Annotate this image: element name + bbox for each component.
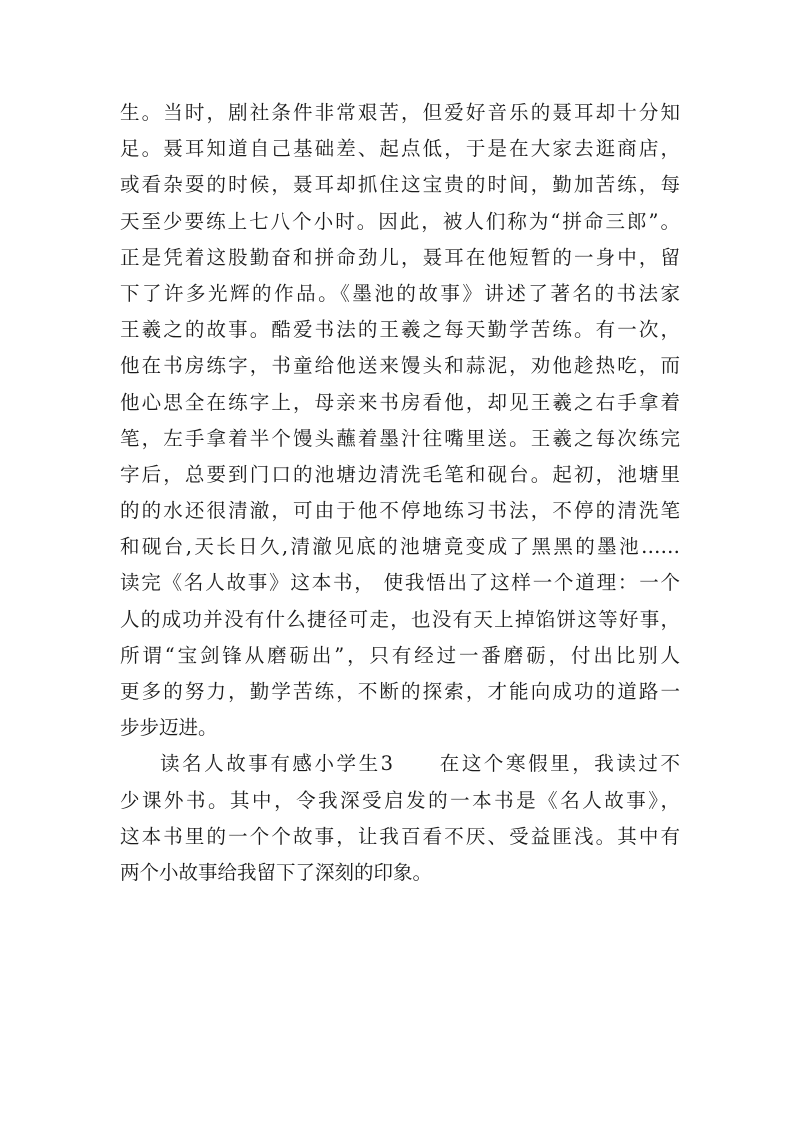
text-line: 他心思全在练字上，母亲来书房看他，却见王羲之右手拿着 <box>120 390 680 414</box>
text-line: 生。当时，剧社条件非常艰苦，但爱好音乐的聂耳却十分知 <box>120 101 680 124</box>
text-line: 人的成功并没有什么捷径可走，也没有天上掉馅饼这等好事， <box>120 607 680 631</box>
text-line: 更多的努力，勤学苦练，不断的探索，才能向成功的道路一 <box>120 680 680 703</box>
text-line: 笔，左手拿着半个馒头蘸着墨汁往嘴里送。王羲之每次练完 <box>120 426 680 450</box>
text-line: 少课外书。其中，令我深受启发的一本书是《名人故事》， <box>120 788 680 812</box>
text-line: 或看杂耍的时候，聂耳却抓住这宝贵的时间，勤加苦练，每 <box>120 173 680 197</box>
text-line: 的的水还很清澈，可由于他不停地练习书法，不停的清洗笔 <box>120 499 680 523</box>
body-text <box>120 95 680 891</box>
text-line: 两个小故事给我留下了深刻的印象。 <box>120 860 433 884</box>
heading-line: 读名人故事有感小学生3 在这个寒假里，我读过不 <box>160 752 680 776</box>
text-line: 这本书里的一个个故事，让我百看不厌、受益匪浅。其中有 <box>120 824 680 848</box>
text-line: 王羲之的故事。酷爱书法的王羲之每天勤学苦练。有一次， <box>120 318 680 342</box>
text-line: 字后，总要到门口的池塘边清洗毛笔和砚台。起初，池塘里 <box>120 462 680 486</box>
text-line: 步步迈进。 <box>120 716 218 740</box>
text-line: 所谓“宝剑锋从磨砺出”，只有经过一番磨砺，付出比别人 <box>120 643 680 667</box>
text-line: 足。聂耳知道自己基础差、起点低，于是在大家去逛商店， <box>120 137 680 161</box>
text-line: 和砚台,天长日久,清澈见底的池塘竟变成了黑黑的墨池…… <box>120 535 680 559</box>
text-line: 天至少要练上七八个小时。因此，被人们称为“拼命三郎”。 <box>120 209 680 233</box>
text-line: 下了许多光辉的作品。《墨池的故事》讲述了著名的书法家 <box>120 281 680 305</box>
text-line: 他在书房练字，书童给他送来馒头和蒜泥，劝他趁热吃，而 <box>120 354 680 378</box>
text-line: 读完《名人故事》这本书， 使我悟出了这样一个道理：一个 <box>120 571 680 595</box>
text-line: 正是凭着这股勤奋和拼命劲儿，聂耳在他短暂的一身中，留 <box>120 245 680 269</box>
